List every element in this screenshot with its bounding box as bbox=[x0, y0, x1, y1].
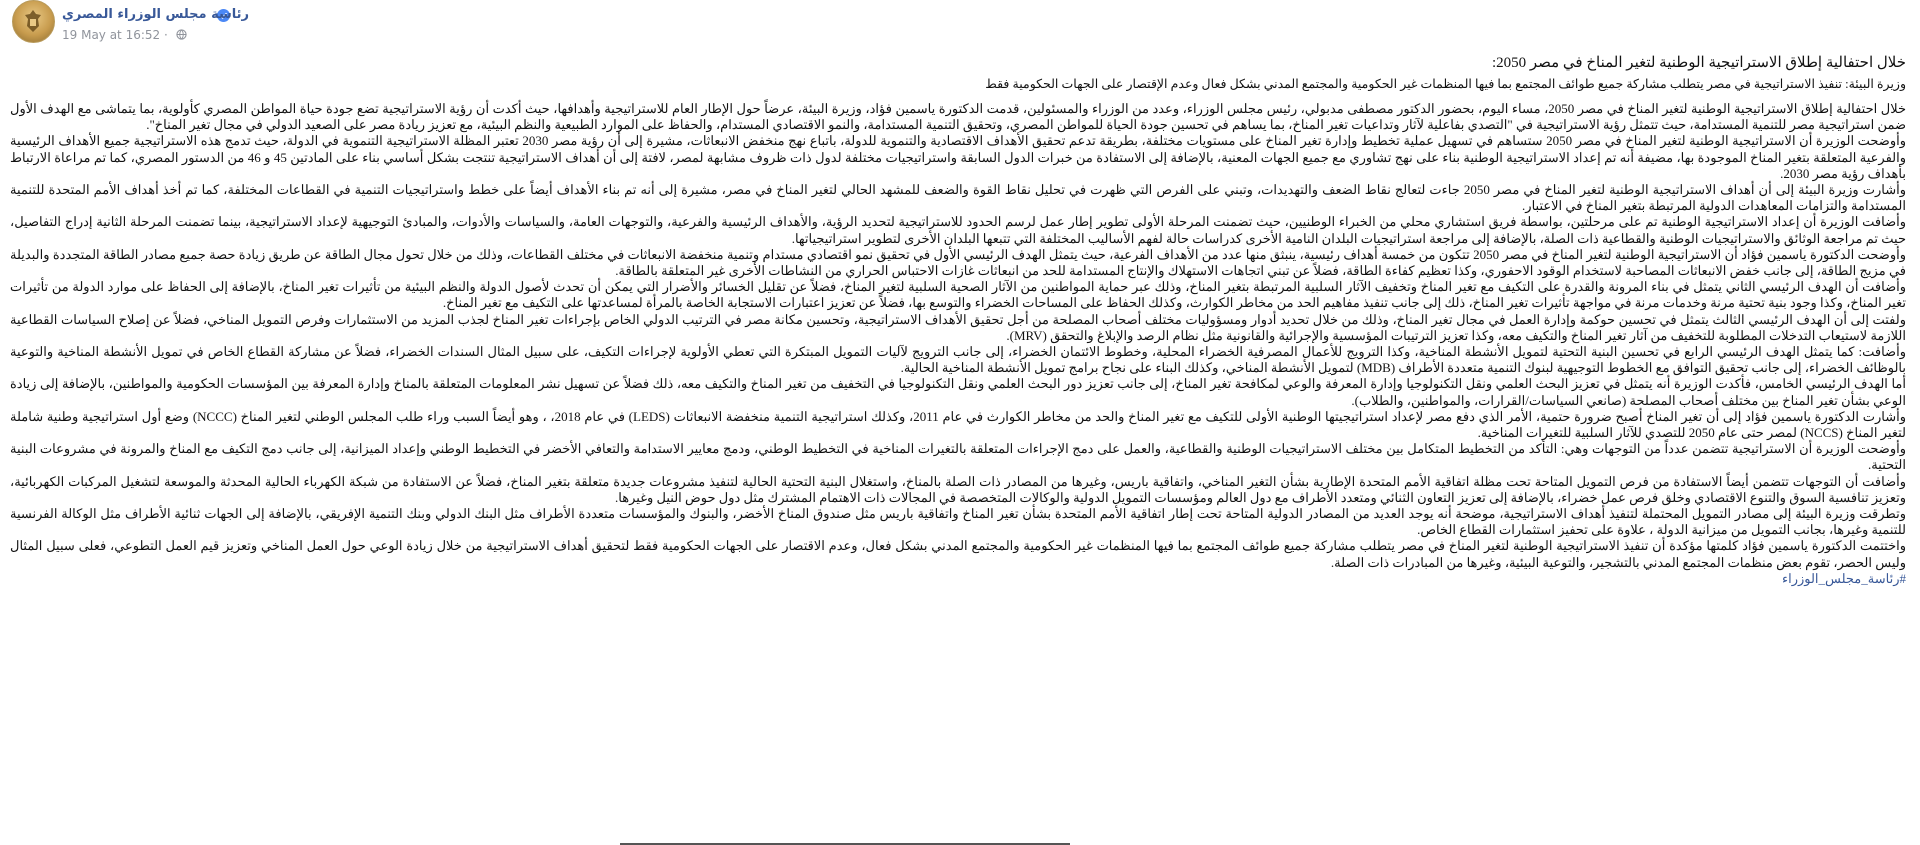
post-paragraph: وأوضحت الدكتورة ياسمين فؤاد أن الاستراتيجية الوطنية لتغير المناخ في مصر 2050 تتكون من خمسة أهداف رئيسية، ينبثق منها عدد من الأهداف الفرعية، حيث يتمثل الهدف الرئيسي الأول في تحقيق نمو اقتصادي مستدام وتنمية منخفضة الانبعاثات في مختلف القطاعات، وذلك من خلال تحول مجال الطاقة عن طريق زيادة حصة جميع مصادر الطاقة المتجددة والبديلة في مزيج الطاقة، إلى جانب خفض الانبعاثات المصاحبة لاستخدام الوقود الاحفوري، وكذا تعظيم كفاءة الطاقة، فضلاً عن تبني اتجاهات الاستهلاك والإنتاج المستدامة للحد من انبعاثات غازات الاحتباس الحراري من النشاطات الأخرى غير المتعلقة بالطاقة. bbox=[10, 246, 1906, 279]
post-paragraph: ولفتت إلى أن الهدف الرئيسي الثالث يتمثل في تحسين حوكمة وإدارة العمل في مجال تغير المناخ، وذلك من خلال تحديد أدوار ومسؤوليات مختلف أصحاب المصلحة من أجل تحقيق الأهداف الاستراتيجية، وتحسين مكانة مصر في الترتيب الدولي الخاص بإجراءات تغير المناخ لجذب المزيد من الاستثمارات وفرص التمويل المناخي، فضلاً عن إصلاح السياسات القطاعية اللازمة لاستيعاب التدخلات المطلوبة للتخفيف من آثار تغير المناخ والتكيف معه، وكذا تعزيز الترتيبات المؤسسية والإجرائية والقانونية مثل نظام الرصد والإبلاغ والتحقق (MRV). bbox=[10, 311, 1906, 343]
post-paragraph: وأوضحت الوزيرة أن الاستراتيجية الوطنية لتغير المناخ في مصر 2050 ستساهم في تسهيل عملية تخطيط وإدارة تغير المناخ على مستويات مختلفة، بطريقة تدعم تحقيق الأهداف الاقتصادية والتنموية للدولة، باتباع نهج منخفض الانبعاثات، مشيرة إلى أن رؤية مصر 2030 تعتبر المظلة الاستراتيجية التنموية في الدولة، حيث تدمج هذه الاستراتيجية جميع الأهداف الرئيسية والفرعية المتعلقة بتغير المناخ الموجودة بها، مضيفة أنه تم إعداد الاستراتيجية الوطنية بناء على نهج تشاوري مع جميع الجهات المعنية، بالإضافة إلى الاستفادة من خبرات الدول السابقة واستراتيجيات مختلفة لدول ذات ظروف مشابهة لمصر، لافتة إلى أن أهداف الاستراتيجية تنتجت بشكل أساسي بناء على المادتين 45 و 46 من الدستور المصري، كما تم مراعاة الارتباط بأهداف رؤية مصر 2030. bbox=[10, 133, 1907, 181]
hashtag-link[interactable]: #رئاسة_مجلس_الوزراء bbox=[1781, 570, 1906, 586]
page-avatar[interactable] bbox=[12, 0, 55, 43]
post-paragraph: وأضافت: كما يتمثل الهدف الرئيسي الرابع في تحسين البنية التحتية لتمويل الأنشطة المناخية، وكذا الترويج للأعمال المصرفية الخضراء المحلية، وخطوط الائتمان الخضراء، إلى جانب الترويج لآليات التمويل المبتكرة التي تعطي الأولوية لإجراءات التكيف، على سبيل المثال السندات الخضراء، فضلاً عن مشاركة القطاع الخاص في تمويل الأنشطة المناخية والتوعية بالوظائف الخضراء، إلى جانب تحقيق التوافق مع الخطوط التوجيهية لبنوك التنمية متعددة الأطراف (MDB) لتمويل الأنشطة المناخي، وكذلك البناء على نجاح برامج تمويل الأنشطة المناخية الحالية. bbox=[10, 344, 1906, 376]
post-header bbox=[10, 0, 410, 50]
minister-quote: وزيرة البيئة: تنفيذ الاستراتيجية في مصر يتطلب مشاركة جميع طوائف المجتمع بما فيها المنظمات غير الحكومية والمجتمع المدني بشكل فعال وعدم الإقتصار على الجهات الحكومية فقط bbox=[985, 77, 1906, 91]
post-paragraph: وأضافت أن التوجهات تتضمن أيضاً الاستفادة من فرص التمويل المتاحة تحت مظلة اتفاقية الأمم المتحدة الإطارية بشأن التغير المناخي، واتفاقية باريس، وغيرها من المصادر ذات الصلة بالمناخ، واستغلال البنية التحتية الحالية لتنفيذ مشروعات جديدة متعلقة بتغير المناخ، فضلاً عن الاستفادة من شبكة الكهرباء الحالية المحدثة والموسعة لتشغيل المركبات الكهربائية، وتعزيز تنافسية السوق والتنوع الاقتصادي وخلق فرص عمل خضراء، بالإضافة إلى تعزيز التعاون الثنائي ومتعدد الأطراف مع دول العالم ومؤسسات التمويل الدولية والوكالات المتخصصة في المجالات ذات الاهتمام المشترك مثل دول حوض النيل وغيرها. bbox=[10, 473, 1906, 505]
post-meta: 19 May at 16:52 · bbox=[62, 28, 187, 42]
post-headline: خلال احتفالية إطلاق الاستراتيجية الوطنية لتغير المناخ في مصر 2050: bbox=[1491, 55, 1906, 71]
post-paragraph: خلال احتفالية إطلاق الاستراتيجية الوطنية لتغير المناخ في مصر 2050، مساء اليوم، بحضور الدكتور مصطفى مدبولي، رئيس مجلس الوزراء، وعدد من الوزراء والمسئولين، قدمت الدكتورة ياسمين فؤاد، وزيرة البيئة، عرضاً حول الإطار العام للاستراتيجية وأهدافها، حيث أكدت أن رؤية الاستراتيجية تضع جودة حياة المواطن المصري كأولوية، بما يتماشى مع الهدف الأول ضمن استراتيجية مصر للتنمية المستدامة، حيث تتمثل رؤية الاستراتيجية في "التصدي بفاعلية لآثار وتداعيات تغير المناخ، بما يساهم في تحسين جودة الحياة للمواطن المصري، وتحقيق التنمية المستدامة، والنمو الاقتصادي المستدام، والحفاظ على الموارد الطبيعية والنظم البيئية، مع تعزيز ريادة مصر على الصعيد الدولي في مجال تغير المناخ". bbox=[10, 101, 1906, 133]
post-paragraph: وأشارت وزيرة البيئة إلى أن أهداف الاستراتيجية الوطنية لتغير المناخ في مصر 2050 جاءت لتعالج نقاط الضعف والتهديدات، وتبني على الفرص التي ظهرت في تحليل نقاط القوة والضعف للمشهد الحالي لتغير المناخ في مصر، مشيرة إلى أنه تم بناء الأهداف أيضاً على خطط واستراتيجيات التنمية في القطاعات المختلفة، كما تم أخذ أهداف الأمم المتحدة للتنمية المستدامة والتزامات المعاهدات الدولية المرتبطة بتغير المناخ في الاعتبار. bbox=[10, 182, 1906, 214]
post-paragraph: وتطرقت وزيرة البيئة إلى مصادر التمويل المحتملة لتنفيذ أهداف الاستراتيجية، موضحة أنه يوجد العديد من المصادر الدولية المتاحة تحت إطار اتفاقية الأمم المتحدة بشأن تغير المناخ واتفاقية باريس مثل صندوق المناخ الأخضر، والبنوك والمؤسسات متعددة الأطراف مثل البنك الدولي وبنك التنمية الإفريقي، بالإضافة إلى الجهات ثنائية الأطراف مثل الوكالة الفرنسية للتنمية وغيرها، بجانب التمويل من ميزانية الدولة ، علاوة على تحفيز استثمارات القطاع الخاص. bbox=[10, 506, 1906, 538]
post-body bbox=[10, 52, 1906, 587]
post-paragraph: وأشارت الدكتورة ياسمين فؤاد إلى أن تغير المناخ أصبح ضرورة حتمية، الأمر الذي دفع مصر لإعداد استراتيجيتها الوطنية الأولى للتكيف مع تغير المناخ والحد من مخاطر الكوارث في عام 2011، وكذلك استراتيجية التنمية منخفضة الانبعاثات (LEDS) في عام 2018، ، وهو أيضاً السبب وراء طلب المجلس الوطني لتغير المناخ (NCCC) وضع أول استراتيجية وطنية شاملة لتغير المناخ (NCCS) لمصر حتى عام 2050 للتصدي للآثار السلبية للتغيرات المناخية. bbox=[10, 408, 1906, 441]
post-paragraph: وأضافت الوزيرة أن إعداد الاستراتيجية الوطنية تم على مرحلتين، بواسطة فريق استشاري محلي من الخبراء الوطنيين، حيث تضمنت المرحلة الأولى تطوير إطار عمل لرسم الحدود للاستراتيجية لتحديد الرؤية، والأهداف الرئيسية والفرعية، والتوجهات العامة، والسياسات والأدوات، والمبادئ التوجيهية لإعداد الاستراتيجية، بينما تضمنت المرحلة الثانية إدراج التفاصيل، حيث تم مراجعة الوثائق والاستراتيجيات الوطنية والقطاعية ذات الصلة، بالإضافة إلى مراجعة استراتيجيات البلدان النامية الأخرى كدراسات حالة لفهم الأساليب المختلفة التي تتبعها البلدان الأخرى لتطوير استراتيجياتها. bbox=[10, 214, 1906, 246]
post-timestamp[interactable]: 19 May at 16:52 bbox=[62, 28, 161, 42]
globe-icon bbox=[176, 29, 187, 40]
post-paragraph: أما الهدف الرئيسي الخامس، فأكدت الوزيرة أنه يتمثل في تعزيز البحث العلمي ونقل التكنولوجيا وإدارة المعرفة والوعي لمكافحة تغير المناخ، إلى جانب تعزيز دور البحث العلمي ونقل التكنولوجيا في التخفيف من تغير المناخ والتكيف معه، ذلك فضلاً عن تسهيل نشر المعلومات المتعلقة بالمناخ وإدارة المعرفة بين المؤسسات الحكومية والمواطنين، بالإضافة إلى زيادة الوعي بشأن تغير المناخ بين مختلف أصحاب المصلحة (صانعي السياسات/القرارات، والمواطنين، والطلاب). bbox=[10, 376, 1906, 408]
page-name-link[interactable]: رئاسة مجلس الوزراء المصري bbox=[62, 7, 250, 22]
post-paragraph: واختتمت الدكتورة ياسمين فؤاد كلمتها مؤكدة أن تنفيذ الاستراتيجية الوطنية لتغير المناخ في مصر يتطلب مشاركة جميع طوائف المجتمع بما فيها المنظمات غير الحكومية والمجتمع المدني بشكل فعال، وعدم الاقتصار على الجهات الحكومية فقط لتحقيق أهداف الاستراتيجية من خلال زيادة الوعي حول العمل المناخي وتعزيز قيم العمل التطوعي، فعلى سبيل المثال وليس الحصر، تقوم بعض منظمات المجتمع المدني بالتشجير، والتوعية البيئية، وغيرها من المبادرات ذات الصلة. bbox=[10, 538, 1906, 570]
post-paragraph: وأوضحت الوزيرة أن الاستراتيجية تتضمن عدداً من التوجهات وهي: التأكد من التخطيط المتكامل بين مختلف الاستراتيجيات الوطنية والقطاعية، والعمل على دمج الإجراءات المتعلقة بالتغيرات المناخية في التخطيط الوطني، ودمج معايير الاستدامة والتعافي الأخضر في التخطيط الوطني وإعداد الميزانية، إلى جانب دمج التكيف مع المناخ والمرونة في مشروعات البنية التحتية. bbox=[10, 441, 1906, 473]
post-paragraph: وأضافت أن الهدف الرئيسي الثاني يتمثل في بناء المرونة والقدرة على التكيف مع تغير المناخ وتخفيف الآثار السلبية المرتبطة بتغير المناخ، وذلك عبر حماية المواطنين من الآثار الصحية السلبية لتغير المناخ، فضلاً عن تقليل الخسائر والأضرار التي يمكن أن تحدث لأصول الدولة والنظم البيئية من تأثيرات تغير المناخ، بالإضافة إلى الحفاظ على موارد الدولة من تأثيرات تغير المناخ، وكذا وجود بنية تحتية مرنة وخدمات مرنة في مواجهة تأثيرات تغير المناخ، ذلك إلى جانب تنفيذ مفاهيم الحد من مخاطر الكوارث، وكذلك الحفاظ على المساحات الخضراء والتوسع بها، فضلاً عن تعزيز اعتبارات الاستجابة الخاصة بالمرأة لمساعدتها على التكيف مع تغير المناخ. bbox=[10, 279, 1906, 311]
eagle-emblem-icon bbox=[23, 8, 43, 34]
